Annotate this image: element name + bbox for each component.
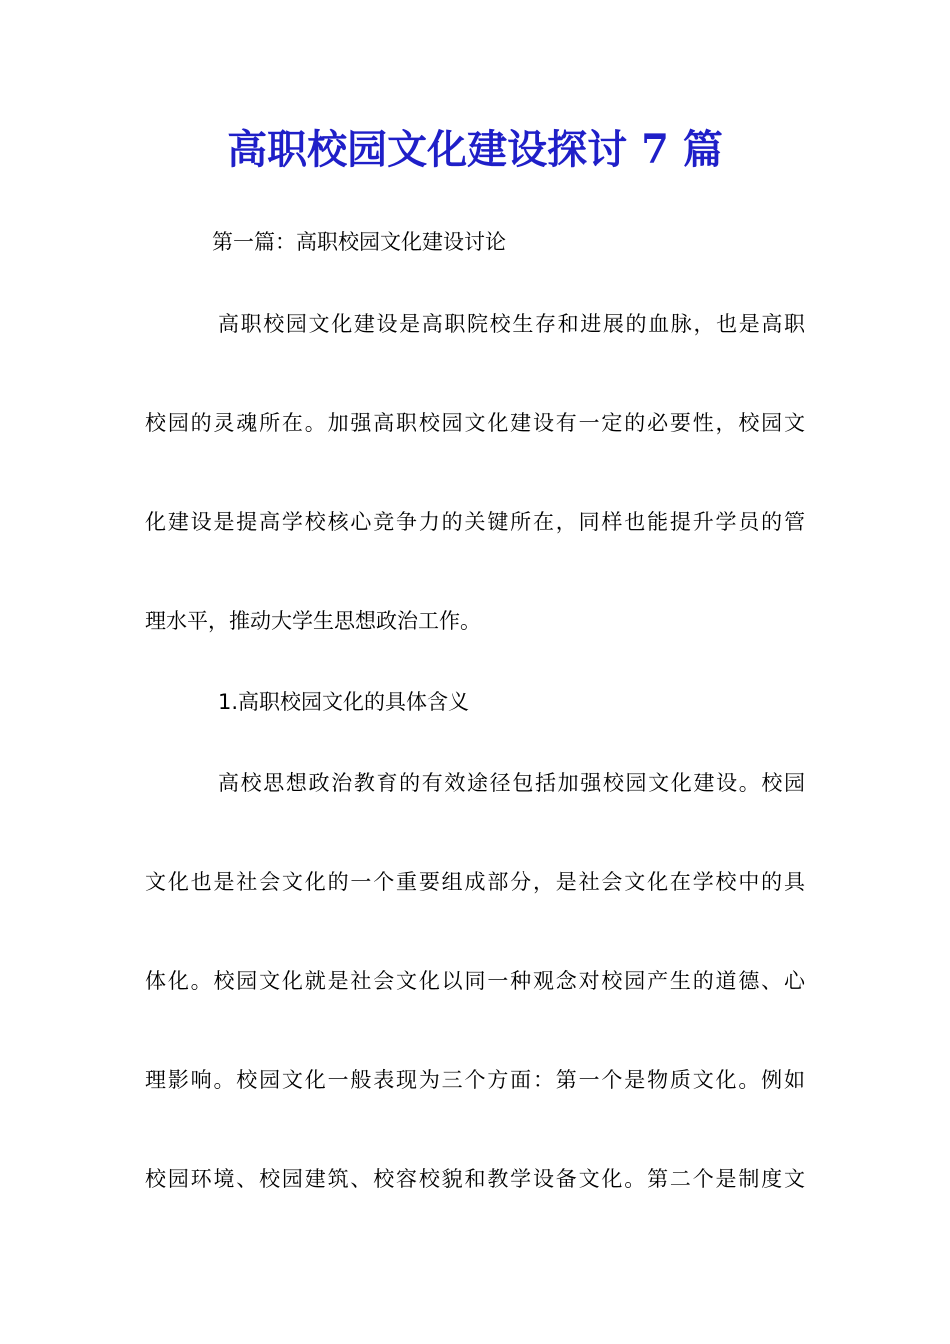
paragraph-line: 体化。校园文化就是社会文化以同一种观念对校园产生的道德、心	[145, 969, 805, 993]
document-title: 高职校园文化建设探讨 7 篇	[227, 126, 723, 173]
paragraph-line: 理影响。校园文化一般表现为三个方面：第一个是物质文化。例如	[145, 1068, 805, 1092]
paragraph-line: 校园环境、校园建筑、校容校貌和教学设备文化。第二个是制度文	[145, 1167, 805, 1191]
subsection-heading: 1.高职校园文化的具体含义	[218, 690, 470, 714]
paragraph-line: 高职校园文化建设是高职院校生存和进展的血脉，也是高职	[218, 312, 805, 336]
paragraph-line: 理水平，推动大学生思想政治工作。	[145, 609, 481, 633]
section-heading: 第一篇：高职校园文化建设讨论	[212, 230, 506, 254]
paragraph-line: 高校思想政治教育的有效途径包括加强校园文化建设。校园	[218, 771, 805, 795]
paragraph-line: 化建设是提高学校核心竞争力的关键所在，同样也能提升学员的管	[145, 510, 805, 534]
paragraph-line: 校园的灵魂所在。加强高职校园文化建设有一定的必要性，校园文	[145, 411, 805, 435]
paragraph-line: 文化也是社会文化的一个重要组成部分，是社会文化在学校中的具	[145, 870, 805, 894]
